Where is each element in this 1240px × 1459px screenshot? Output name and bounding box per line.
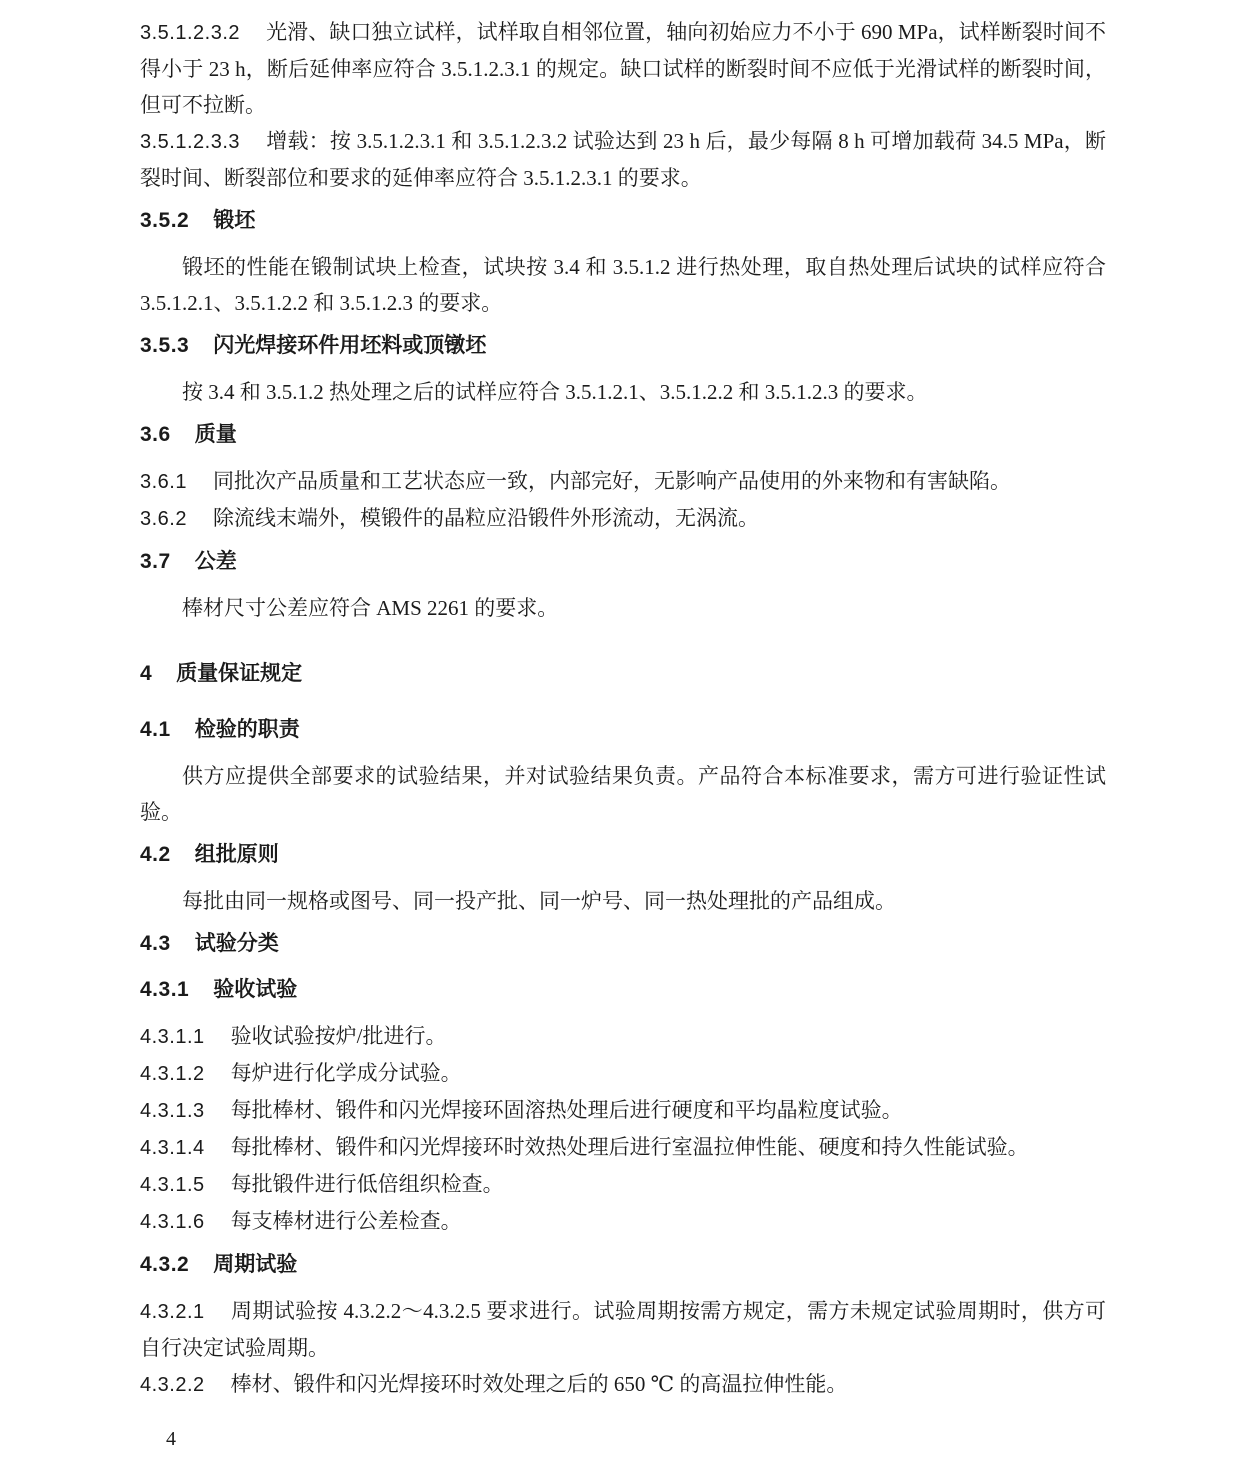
heading-title: 闪光焊接环件用坯料或顶镦坯 <box>213 334 487 357</box>
heading-title: 质量保证规定 <box>176 662 303 685</box>
clause-text: 光滑、缺口独立试样，试样取自相邻位置，轴向初始应力不小于 690 MPa，试样断裂时间不得小于 23 h，断后延伸率应符合 3.5.1.2.3.1 的规定。缺口试样的断裂时间不应低于光滑试样的断裂时间，但可不拉断。 <box>140 20 1106 117</box>
clause-text: 同批次产品质量和工艺状态应一致，内部完好，无影响产品使用的外来物和有害缺陷。 <box>212 469 1011 493</box>
section-heading-4-2 <box>140 837 1106 873</box>
section-heading-4-3 <box>140 926 1106 962</box>
heading-title: 检验的职责 <box>194 718 300 741</box>
clause-text: 增载：按 3.5.1.2.3.1 和 3.5.1.2.3.2 试验达到 23 h 后，最少每隔 8 h 可增加载荷 34.5 MPa，断裂时间、断裂部位和要求的延伸率应符合 3.5.1.2.3.1 的要求。 <box>140 129 1106 190</box>
heading-number: 3.7 <box>140 550 171 573</box>
heading-number: 3.6 <box>140 423 171 446</box>
heading-number: 4.3 <box>140 932 171 955</box>
body-paragraph: 锻坯的性能在锻制试块上检查，试块按 3.4 和 3.5.1.2 进行热处理，取自热处理后试块的试样应符合 3.5.1.2.1、3.5.1.2.2 和 3.5.1.2.3 的要求。 <box>140 255 1106 315</box>
clause-4-3-1-3 <box>140 1092 1106 1129</box>
heading-number: 4.2 <box>140 843 171 866</box>
clause-number: 3.6.1 <box>140 471 187 493</box>
section-heading-4-3-1 <box>140 972 1106 1008</box>
clause-3-5-1-2-3-3 <box>140 123 1106 196</box>
clause-number: 4.3.2.2 <box>140 1374 205 1396</box>
section-heading-4 <box>140 656 1106 692</box>
clause-number: 4.3.1.4 <box>140 1137 205 1159</box>
clause-4-3-1-4 <box>140 1129 1106 1166</box>
section-heading-3-5-2 <box>140 203 1106 239</box>
section-heading-3-5-3 <box>140 328 1106 364</box>
clause-number: 4.3.2.1 <box>140 1301 205 1323</box>
clause-4-3-1-5 <box>140 1166 1106 1203</box>
clause-text: 周期试验按 4.3.2.2～4.3.2.5 要求进行。试验周期按需方规定，需方未规定试验周期时，供方可自行决定试验周期。 <box>140 1299 1106 1360</box>
clause-3-6-1 <box>140 463 1106 500</box>
clause-number: 3.6.2 <box>140 508 187 530</box>
clause-4-3-2-2 <box>140 1366 1106 1403</box>
body-paragraph: 每批由同一规格或图号、同一投产批、同一炉号、同一热处理批的产品组成。 <box>182 889 896 913</box>
clause-text: 每批锻件进行低倍组织检查。 <box>230 1172 504 1196</box>
clause-text: 每批棒材、锻件和闪光焊接环时效热处理后进行室温拉伸性能、硬度和持久性能试验。 <box>230 1135 1029 1159</box>
page-number: 4 <box>166 1428 176 1450</box>
clause-4-3-1-1 <box>140 1018 1106 1055</box>
heading-number: 4.1 <box>140 718 171 741</box>
clause-text: 每炉进行化学成分试验。 <box>230 1061 462 1085</box>
clause-number: 3.5.1.2.3.2 <box>140 22 241 44</box>
heading-title: 试验分类 <box>194 932 279 955</box>
clause-number: 4.3.1.5 <box>140 1174 205 1196</box>
heading-title: 锻坯 <box>213 209 256 232</box>
clause-3-5-1-2-3-2 <box>140 14 1106 123</box>
clause-3-6-2 <box>140 500 1106 537</box>
heading-title: 公差 <box>194 550 237 573</box>
section-heading-4-1 <box>140 712 1106 748</box>
clause-text: 除流线末端外，模锻件的晶粒应沿锻件外形流动，无涡流。 <box>212 506 759 530</box>
heading-number: 4 <box>140 662 153 685</box>
body-paragraph: 供方应提供全部要求的试验结果，并对试验结果负责。产品符合本标准要求，需方可进行验证性试验。 <box>140 764 1106 824</box>
clause-number: 4.3.1.3 <box>140 1100 205 1122</box>
heading-number: 4.3.2 <box>140 1253 190 1276</box>
clause-4-3-1-2 <box>140 1055 1106 1092</box>
clause-4-3-1-6 <box>140 1203 1106 1240</box>
heading-title: 质量 <box>194 423 237 446</box>
body-paragraph: 棒材尺寸公差应符合 AMS 2261 的要求。 <box>182 596 559 620</box>
clause-text: 每支棒材进行公差检查。 <box>230 1209 462 1233</box>
clause-text: 验收试验按炉/批进行。 <box>230 1024 447 1048</box>
heading-title: 组批原则 <box>194 843 279 866</box>
heading-title: 验收试验 <box>213 978 298 1001</box>
clause-text: 棒材、锻件和闪光焊接环时效处理之后的 650 ℃ 的高温拉伸性能。 <box>230 1372 848 1396</box>
clause-number: 4.3.1.1 <box>140 1026 205 1048</box>
clause-number: 4.3.1.6 <box>140 1211 205 1233</box>
clause-text: 每批棒材、锻件和闪光焊接环固溶热处理后进行硬度和平均晶粒度试验。 <box>230 1098 903 1122</box>
body-paragraph: 按 3.4 和 3.5.1.2 热处理之后的试样应符合 3.5.1.2.1、3.5.1.2.2 和 3.5.1.2.3 的要求。 <box>182 380 928 404</box>
clause-number: 4.3.1.2 <box>140 1063 205 1085</box>
clause-number: 3.5.1.2.3.3 <box>140 131 241 153</box>
section-heading-3-6 <box>140 417 1106 453</box>
heading-number: 3.5.2 <box>140 209 190 232</box>
clause-4-3-2-1 <box>140 1293 1106 1366</box>
heading-number: 4.3.1 <box>140 978 190 1001</box>
heading-title: 周期试验 <box>213 1253 298 1276</box>
section-heading-3-7 <box>140 544 1106 580</box>
heading-number: 3.5.3 <box>140 334 190 357</box>
section-heading-4-3-2 <box>140 1247 1106 1283</box>
